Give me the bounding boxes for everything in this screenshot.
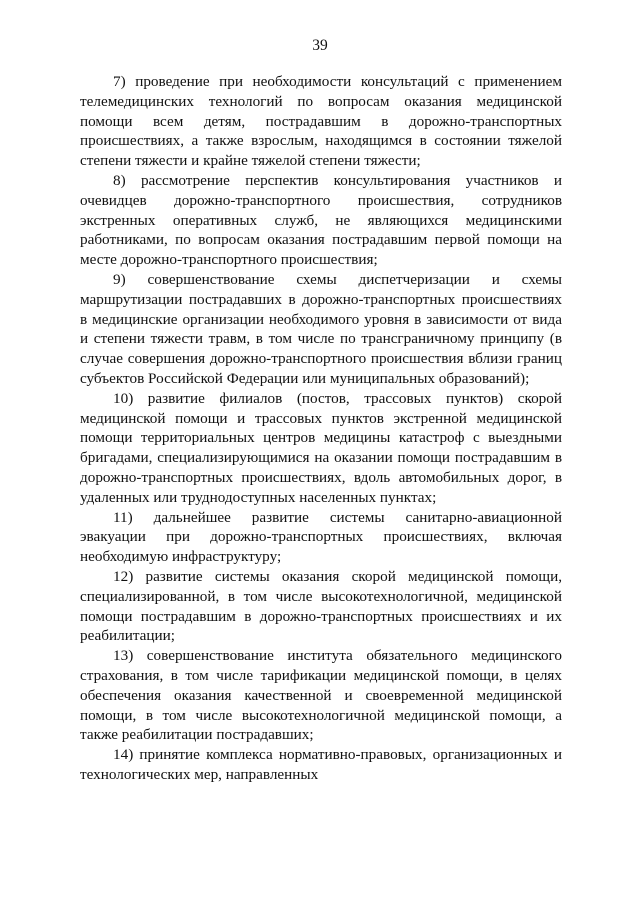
paragraph-item-14: 14) принятие комплекса нормативно-правовых, организационных и технологических мер, направленных [80, 746, 562, 783]
paragraph-item-9: 9) совершенствование схемы диспетчеризации и схемы маршрутизации пострадавших в дорожно-транспортных происшествиях в медицинские организации необходимого уровня в зависимости от вида и степени тяжести травм, в том числе по трансграничному принципу (в случае совершения дорожно-транспортного происшествия вблизи границ субъектов Российской Федерации или муниципальных образований); [80, 270, 562, 387]
paragraph-item-13: 13) совершенствование института обязательного медицинского страхования, в том числе тарификации медицинской помощи, в целях обеспечения оказания качественной и своевременной медицинской помощи, в том числе высокотехнологичной медицинской помощи, а также реабилитации пострадавших; [80, 647, 562, 744]
paragraph-item-12: 12) развитие системы оказания скорой медицинской помощи, специализированной, в том числе высокотехнологичной, медицинской помощи пострадавшим в дорожно-транспортных происшествиях и их реабилитации; [80, 567, 562, 645]
page-number: 39 [312, 37, 328, 54]
paragraph-item-7: 7) проведение при необходимости консультаций с применением телемедицинских технологий по вопросам оказания медицинской помощи всем детям, пострадавшим в дорожно-транспортных происшествиях, а также взрослым, находящимся в состоянии тяжелой степени тяжести и крайне тяжелой степени тяжести; [80, 73, 562, 170]
paragraph-item-8: 8) рассмотрение перспектив консультирования участников и очевидцев дорожно-транспортного происшествия, сотрудников экстренных оперативных служб, не являющихся медицинскими работниками, по вопросам оказания пострадавшим первой помощи на месте дорожно-транспортного происшествия; [80, 171, 562, 269]
paragraph-item-11: 11) дальнейшее развитие системы санитарно-авиационной эвакуации при дорожно-транспортных происшествиях, включая необходимую инфраструктуру; [80, 508, 562, 566]
document-body [80, 72, 562, 785]
paragraph-item-10: 10) развитие филиалов (постов, трассовых пунктов) скорой медицинской помощи и трассовых пунктов экстренной медицинской помощи территориальных центров медицины катастроф с выездными бригадами, специализирующимися на оказании помощи пострадавшим в дорожно-транспортных происшествиях, вдоль автомобильных дорог, в удаленных или труднодоступных населенных пунктах; [80, 389, 562, 506]
